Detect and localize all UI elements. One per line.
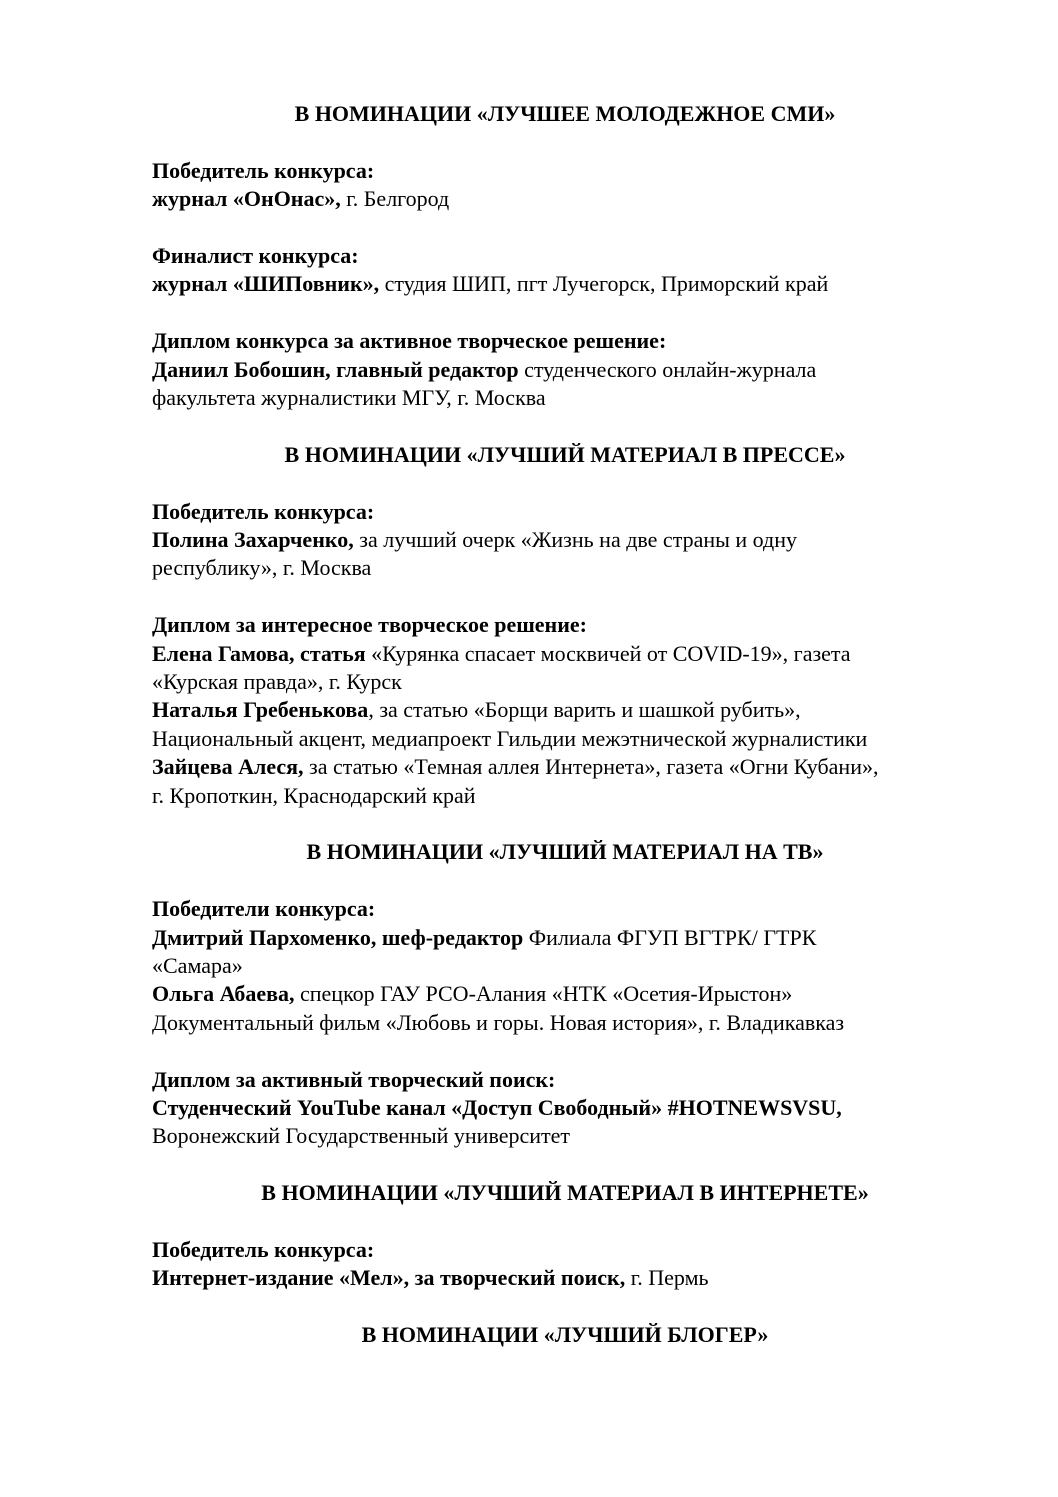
bold-text-run: Победитель конкурса: (152, 1237, 375, 1263)
nomination-heading (152, 100, 978, 128)
bold-text-run: журнал «ШИПовник», (152, 271, 380, 297)
award-paragraph (152, 327, 978, 412)
bold-text-run: В НОМИНАЦИИ «ЛУЧШИЙ БЛОГЕР» (361, 1322, 769, 1348)
award-paragraph (152, 1236, 978, 1293)
award-paragraph (152, 498, 978, 583)
text-line (152, 441, 978, 469)
bold-text-run: Победитель конкурса: (152, 498, 375, 524)
regular-text-run: республику», г. Москва (152, 555, 372, 581)
text-line (152, 611, 978, 639)
text-line (152, 270, 978, 298)
text-line (152, 554, 978, 582)
award-paragraph (152, 895, 978, 1037)
text-line (152, 356, 978, 384)
bold-text-run: В НОМИНАЦИИ «ЛУЧШИЙ МАТЕРИАЛ В ИНТЕРНЕТЕ» (261, 1180, 869, 1206)
regular-text-run: студия ШИП, пгт Лучегорск, Приморский край (379, 271, 829, 297)
text-line (152, 753, 978, 781)
regular-text-run: г. Белгород (340, 186, 450, 212)
bold-text-run: Зайцева Алеся, (152, 754, 304, 780)
regular-text-run: «Курянка спасает москвичей от COVID-19», газета (365, 640, 851, 666)
text-line (152, 668, 978, 696)
document-body (152, 100, 978, 1350)
bold-text-run: Победитель конкурса: (152, 157, 375, 183)
text-line (152, 242, 978, 270)
bold-text-run: Наталья Гребенькова (152, 697, 369, 723)
regular-text-run: за статью «Темная аллея Интернета», газета «Огни Кубани», (303, 754, 879, 780)
bold-text-run: Диплом за активный творческий поиск: (152, 1066, 556, 1092)
bold-text-run: журнал «ОнОнас», (152, 186, 341, 212)
bold-text-run: В НОМИНАЦИИ «ЛУЧШИЙ МАТЕРИАЛ НА ТВ» (306, 839, 824, 865)
text-line (152, 1264, 978, 1292)
text-line (152, 1179, 978, 1207)
text-line (152, 895, 978, 923)
regular-text-run: Документальный фильм «Любовь и горы. Новая история», г. Владикавказ (152, 1009, 845, 1035)
text-line (152, 924, 978, 952)
regular-text-run: г. Пермь (625, 1265, 709, 1291)
bold-text-run: Финалист конкурса: (152, 243, 359, 268)
award-paragraph (152, 611, 978, 810)
bold-text-run: Даниил Бобошин, главный редактор (152, 356, 519, 382)
nomination-heading (152, 1179, 978, 1207)
bold-text-run: Диплом конкурса за активное творческое решение: (152, 328, 667, 354)
bold-text-run: Интернет-издание «Мел», за творческий поиск, (152, 1265, 626, 1291)
bold-text-run: В НОМИНАЦИИ «ЛУЧШЕЕ МОЛОДЕЖНОЕ СМИ» (294, 101, 836, 126)
regular-text-run: , за статью «Борщи варить и шашкой рубить», (368, 697, 801, 723)
award-paragraph (152, 242, 978, 299)
bold-text-run: Ольга Абаева, (152, 981, 295, 1007)
text-line (152, 1321, 978, 1349)
text-line (152, 157, 978, 185)
text-line (152, 1009, 978, 1037)
regular-text-run: спецкор ГАУ РСО-Алания «НТК «Осетия-Ирыстон» (294, 981, 793, 1007)
text-line (152, 185, 978, 213)
bold-text-run: Победители конкурса: (152, 896, 376, 922)
text-line (152, 725, 978, 753)
regular-text-run: Филиала ФГУП ВГТРК/ ГТРК (523, 924, 817, 950)
regular-text-run: студенческого онлайн-журнала (518, 356, 817, 382)
text-line (152, 696, 978, 724)
regular-text-run: «Курская правда», г. Курск (152, 669, 402, 695)
text-line (152, 526, 978, 554)
regular-text-run: Национальный акцент, медиапроект Гильдии межэтнической журналистики (152, 725, 868, 751)
regular-text-run: «Самара» (152, 953, 243, 979)
regular-text-run: за лучший очерк «Жизнь на две страны и одну (353, 527, 798, 553)
text-line (152, 952, 978, 980)
award-paragraph (152, 1066, 978, 1151)
bold-text-run: В НОМИНАЦИИ «ЛУЧШИЙ МАТЕРИАЛ В ПРЕССЕ» (284, 441, 846, 467)
text-line (152, 384, 978, 412)
regular-text-run: факультета журналистики МГУ, г. Москва (152, 385, 546, 411)
text-line (152, 327, 978, 355)
text-line (152, 498, 978, 526)
text-line (152, 1066, 978, 1094)
text-line (152, 1236, 978, 1264)
text-line (152, 1122, 978, 1150)
bold-text-run: Диплом за интересное творческое решение: (152, 612, 587, 638)
bold-text-run: Полина Захарченко, (152, 527, 354, 553)
regular-text-run: Воронежский Государственный университет (152, 1123, 570, 1149)
text-line (152, 100, 978, 128)
text-line (152, 1094, 978, 1122)
regular-text-run: г. Кропоткин, Краснодарский край (152, 782, 476, 808)
text-line (152, 980, 978, 1008)
text-line (152, 782, 978, 810)
award-paragraph (152, 157, 978, 214)
bold-text-run: Дмитрий Пархоменко, шеф-редактор (152, 924, 524, 950)
bold-text-run: Студенческий YouTube канал «Доступ Свободный» #HOTNEWSVSU, (152, 1095, 842, 1121)
text-line (152, 838, 978, 866)
nomination-heading (152, 838, 978, 866)
text-line (152, 640, 978, 668)
nomination-heading (152, 441, 978, 469)
nomination-heading (152, 1321, 978, 1349)
bold-text-run: Елена Гамова, статья (152, 640, 366, 666)
